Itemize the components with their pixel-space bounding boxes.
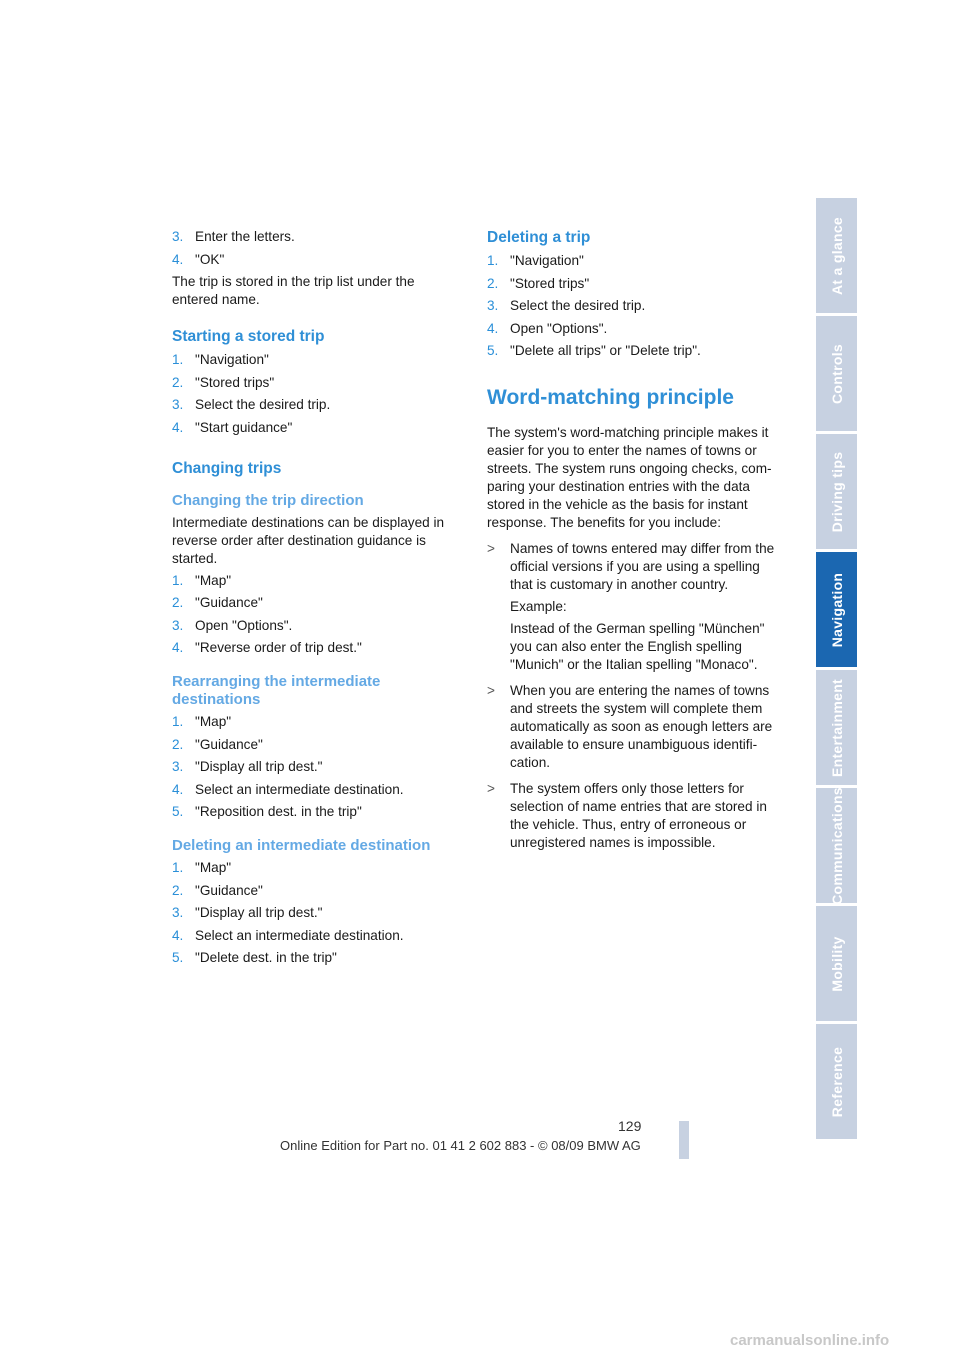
step-number: 3. <box>172 229 184 244</box>
tab-at-a-glance[interactable] <box>816 198 857 316</box>
step-item <box>172 351 462 369</box>
step-number: 1. <box>172 714 184 729</box>
tab-label: Communications <box>828 786 845 905</box>
step-item <box>172 882 462 900</box>
bullet-item <box>487 780 777 852</box>
step-text: Open "Options". <box>510 320 608 336</box>
step-number: 1. <box>487 253 499 268</box>
step-text: Select the desired trip. <box>510 298 646 313</box>
left-column <box>172 228 462 972</box>
step-item <box>172 251 462 269</box>
step-number: 3. <box>172 905 184 920</box>
step-item <box>172 859 462 877</box>
step-text: "Navigation" <box>195 352 269 367</box>
step-text: Enter the letters. <box>195 229 295 244</box>
step-text: "Delete dest. in the trip" <box>195 950 337 965</box>
step-text: Open "Options". <box>195 617 293 633</box>
bullet-text: The system offers only those letters for selection of name entries that are stored in the vehicle. Thus, entry of erroneous or unregistered names is impossible. <box>510 781 767 850</box>
bullet-marker: > <box>487 683 495 698</box>
bullet-marker: > <box>487 781 495 796</box>
step-number: 3. <box>172 617 184 633</box>
step-item <box>172 572 462 590</box>
step-item <box>172 594 462 612</box>
tab-label: Navigation <box>828 572 845 647</box>
step-item <box>172 927 462 945</box>
step-number: 5. <box>487 343 499 358</box>
page-number: 129 <box>618 1118 642 1134</box>
step-text: Select an intermediate destination. <box>195 781 404 797</box>
direction-paragraph: Intermediate destinations can be displayed in reverse order after destination guidance is started. <box>172 514 445 566</box>
step-number: 2. <box>172 374 184 390</box>
step-item <box>487 320 777 338</box>
step-number: 1. <box>172 860 184 875</box>
step-item <box>172 639 462 657</box>
tab-label: Mobility <box>828 935 845 992</box>
step-text: "Display all trip dest." <box>195 905 323 920</box>
step-text: "Navigation" <box>510 253 584 268</box>
bullet-text: Names of towns entered may differ from the official versions if you are using a spelling that is customary in another country. <box>510 541 775 592</box>
step-text: "Reposition dest. in the trip" <box>195 804 362 819</box>
tab-label: At a glance <box>828 216 845 295</box>
step-number: 2. <box>487 275 499 291</box>
step-number: 4. <box>172 419 184 435</box>
word-matching-heading: Word-matching principle <box>487 386 734 409</box>
tab-label: Controls <box>828 343 845 404</box>
starting-stored-trip-heading: Starting a stored trip <box>172 328 325 345</box>
step-text: "Guidance" <box>195 882 263 898</box>
changing-trips-heading: Changing trips <box>172 459 282 477</box>
tab-label: Entertainment <box>828 678 845 777</box>
step-number: 2. <box>172 882 184 898</box>
tab-label: Driving tips <box>828 451 845 532</box>
tab-controls[interactable] <box>816 316 857 434</box>
bullet-item <box>487 682 777 772</box>
tab-label: Reference <box>828 1046 845 1117</box>
step-text: Select the desired trip. <box>195 397 331 412</box>
step-text: "Guidance" <box>195 736 263 752</box>
rearranging-heading: Rearranging the intermediate destinations <box>172 673 381 708</box>
step-text: Select an intermediate destination. <box>195 927 404 943</box>
bullet-text: When you are entering the names of towns and streets the system will complete them automatically as soon as enough letters are available to ensure unambiguous identifi-cation. <box>510 683 773 770</box>
step-item <box>172 781 462 799</box>
step-item <box>172 419 462 437</box>
trip-direction-heading: Changing the trip direction <box>172 491 364 509</box>
step-number: 5. <box>172 950 184 965</box>
step-text: "Start guidance" <box>195 419 293 435</box>
tab-driving-tips[interactable] <box>816 434 857 552</box>
step-text: "Reverse order of trip dest." <box>195 640 362 655</box>
step-text: "Display all trip dest." <box>195 759 323 774</box>
tab-navigation[interactable] <box>816 552 857 670</box>
step-item <box>172 758 462 776</box>
right-column <box>487 228 777 856</box>
step-text: "Delete all trips" or "Delete trip". <box>510 343 701 358</box>
bullet-marker: > <box>487 541 495 556</box>
step-number: 3. <box>487 298 499 313</box>
step-text: "OK" <box>195 251 225 267</box>
chapter-sidebar <box>816 198 857 1142</box>
step-item <box>172 736 462 754</box>
watermark: carmanualsonline.info <box>730 1332 890 1349</box>
edition-footer: Online Edition for Part no. 01 41 2 602 883 - © 08/09 BMW AG <box>280 1138 641 1153</box>
step-number: 4. <box>487 320 499 336</box>
step-number: 4. <box>172 640 184 655</box>
deleting-trip-heading: Deleting a trip <box>487 229 591 246</box>
example-text: Instead of the German spelling "München" you can also enter the English spelling "Munich" or the Italian spelling "Monaco". <box>510 621 765 672</box>
tab-reference[interactable] <box>816 1024 857 1142</box>
step-text: "Stored trips" <box>195 374 275 390</box>
step-item <box>172 713 462 731</box>
step-text: "Stored trips" <box>510 275 590 291</box>
step-item <box>487 342 777 360</box>
stored-paragraph: The trip is stored in the trip list under the entered name. <box>172 274 415 307</box>
step-number: 4. <box>172 781 184 797</box>
step-number: 3. <box>172 397 184 412</box>
step-item <box>487 252 777 270</box>
step-item <box>487 297 777 315</box>
step-number: 1. <box>172 352 184 367</box>
tab-mobility[interactable] <box>816 906 857 1024</box>
tab-communications[interactable] <box>816 788 857 906</box>
step-item <box>172 617 462 635</box>
step-number: 2. <box>172 736 184 752</box>
step-number: 2. <box>172 595 184 610</box>
step-item <box>172 396 462 414</box>
step-text: "Map" <box>195 714 232 729</box>
tab-entertainment[interactable] <box>816 670 857 788</box>
step-item <box>172 803 462 821</box>
step-number: 1. <box>172 572 184 588</box>
example-label: Example: <box>510 599 567 614</box>
step-number: 3. <box>172 759 184 774</box>
page-marker-bar <box>679 1121 689 1159</box>
step-item <box>172 904 462 922</box>
word-matching-paragraph: The system's word-matching principle makes it easier for you to enter the names of towns or streets. The system runs ongoing checks, com-paring your destination entries with the data stored in the vehicle as the basis for instant response. The benefits for you include: <box>487 425 772 530</box>
step-text: "Map" <box>195 572 232 588</box>
step-text: "Guidance" <box>195 595 263 610</box>
step-item <box>487 275 777 293</box>
step-item <box>172 949 462 967</box>
step-number: 5. <box>172 804 184 819</box>
step-number: 4. <box>172 251 184 267</box>
step-number: 4. <box>172 927 184 943</box>
step-item <box>172 374 462 392</box>
step-item <box>172 228 462 246</box>
step-text: "Map" <box>195 860 232 875</box>
bullet-item <box>487 540 777 594</box>
deleting-destination-heading: Deleting an intermediate destination <box>172 837 431 854</box>
